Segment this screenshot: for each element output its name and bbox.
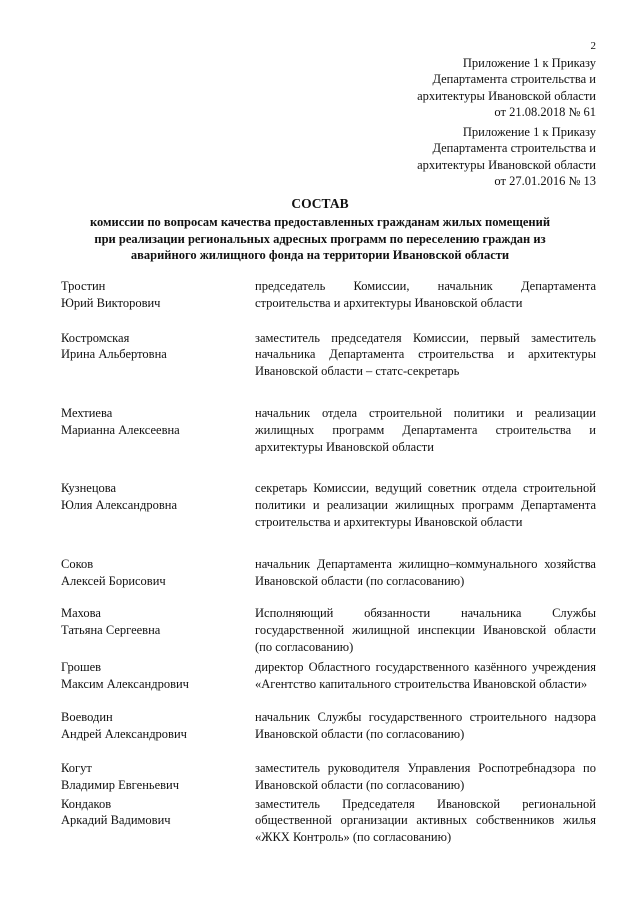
member-given-name: Максим Александрович <box>61 676 189 691</box>
member-name <box>61 796 255 846</box>
member-entry <box>61 330 596 380</box>
appendix-line: Приложение 1 к Приказу <box>462 125 596 139</box>
member-name <box>61 556 255 590</box>
member-name <box>61 605 255 655</box>
member-entry <box>61 605 596 655</box>
member-given-name: Андрей Александрович <box>61 727 187 742</box>
member-entry <box>61 556 596 590</box>
member-name <box>61 659 255 693</box>
member-name <box>61 278 255 312</box>
member-given-name: Татьяна Сергеевна <box>61 623 161 638</box>
appendix-line: от 21.08.2018 № 61 <box>494 104 596 119</box>
member-surname: Мехтиева <box>61 405 113 420</box>
member-entry <box>61 405 596 455</box>
member-surname: Воеводин <box>61 710 113 725</box>
member-surname: Махова <box>61 606 101 621</box>
member-role: секретарь Комиссии, ведущий советник отдела строительной политики и реализации жилищных программ Департамента строительства и архитектуры Ивановской области <box>255 481 596 529</box>
member-entry <box>61 659 596 693</box>
appendix-line: от 27.01.2016 № 13 <box>494 173 596 188</box>
appendix-line: архитектуры Ивановской области <box>417 157 596 172</box>
member-given-name: Алексей Борисович <box>61 573 166 588</box>
subtitle-line: при реализации региональных адресных программ по переселению граждан из <box>94 231 546 246</box>
member-entry <box>61 796 596 846</box>
appendix-header-current <box>417 55 596 120</box>
subtitle-line: аварийного жилищного фонда на территории Ивановской области <box>130 248 510 262</box>
appendix-line: Департамента строительства и <box>432 72 596 87</box>
member-entry <box>61 278 596 312</box>
commission-member-list <box>61 278 596 846</box>
member-given-name: Аркадий Вадимович <box>61 813 171 828</box>
member-given-name: Юлия Александровна <box>61 498 177 513</box>
member-surname: Кондаков <box>61 796 112 811</box>
member-surname: Костромская <box>61 330 130 345</box>
member-role: председатель Комиссии, начальник Департамента строительства и архитектуры Ивановской области <box>255 279 596 310</box>
document-title: СОСТАВ <box>291 196 349 211</box>
member-surname: Кузнецова <box>61 481 117 496</box>
appendix-line: Приложение 1 к Приказу <box>462 56 596 70</box>
member-given-name: Владимир Евгеньевич <box>61 777 180 792</box>
member-name <box>61 330 255 380</box>
appendix-line: Департамента строительства и <box>432 141 596 156</box>
member-surname: Когут <box>61 760 92 775</box>
document-title-block <box>44 195 596 264</box>
member-entry <box>61 480 596 530</box>
member-surname: Грошев <box>61 659 102 674</box>
member-surname: Соков <box>61 556 94 571</box>
page-number: 2 <box>590 40 596 52</box>
member-surname: Тростин <box>61 279 106 293</box>
member-given-name: Марианна Алексеевна <box>61 422 180 437</box>
member-name <box>61 709 255 743</box>
member-role: начальник Департамента жилищно–коммунального хозяйства Ивановской области (по согласованию) <box>255 556 596 588</box>
member-role: начальник Службы государственного строительного надзора Ивановской области (по согласованию) <box>255 710 596 742</box>
member-entry <box>61 709 596 743</box>
member-entry <box>61 760 596 794</box>
member-role: Исполняющий обязанности начальника Службы государственной жилищной инспекции Ивановской области (по согласованию) <box>255 606 596 654</box>
member-name <box>61 480 255 530</box>
member-role: заместитель руководителя Управления Роспотребнадзора по Ивановской области (по согласованию) <box>255 760 596 792</box>
member-role: заместитель председателя Комиссии, первый заместитель начальника Департамента строительства и архитектуры Ивановской области – статс-секретарь <box>255 330 596 379</box>
member-given-name: Юрий Викторович <box>61 295 161 310</box>
member-name <box>61 405 255 455</box>
member-given-name: Ирина Альбертовна <box>61 347 167 362</box>
member-role: начальник отдела строительной политики и реализации жилищных программ Департамента строительства и архитектуры Ивановской области <box>255 405 596 454</box>
appendix-line: архитектуры Ивановской области <box>417 88 596 103</box>
member-role: заместитель Председателя Ивановской региональной общественной организации активных собственников жилья «ЖКХ Контроль» (по согласованию) <box>255 796 596 845</box>
document-subtitle <box>44 214 596 264</box>
appendix-header-original <box>417 124 596 189</box>
subtitle-line: комиссии по вопросам качества предоставленных гражданам жилых помещений <box>89 215 551 229</box>
member-role: директор Областного государственного казённого учреждения «Агентство капитального строительства Ивановской области» <box>255 659 596 691</box>
member-name <box>61 760 255 794</box>
